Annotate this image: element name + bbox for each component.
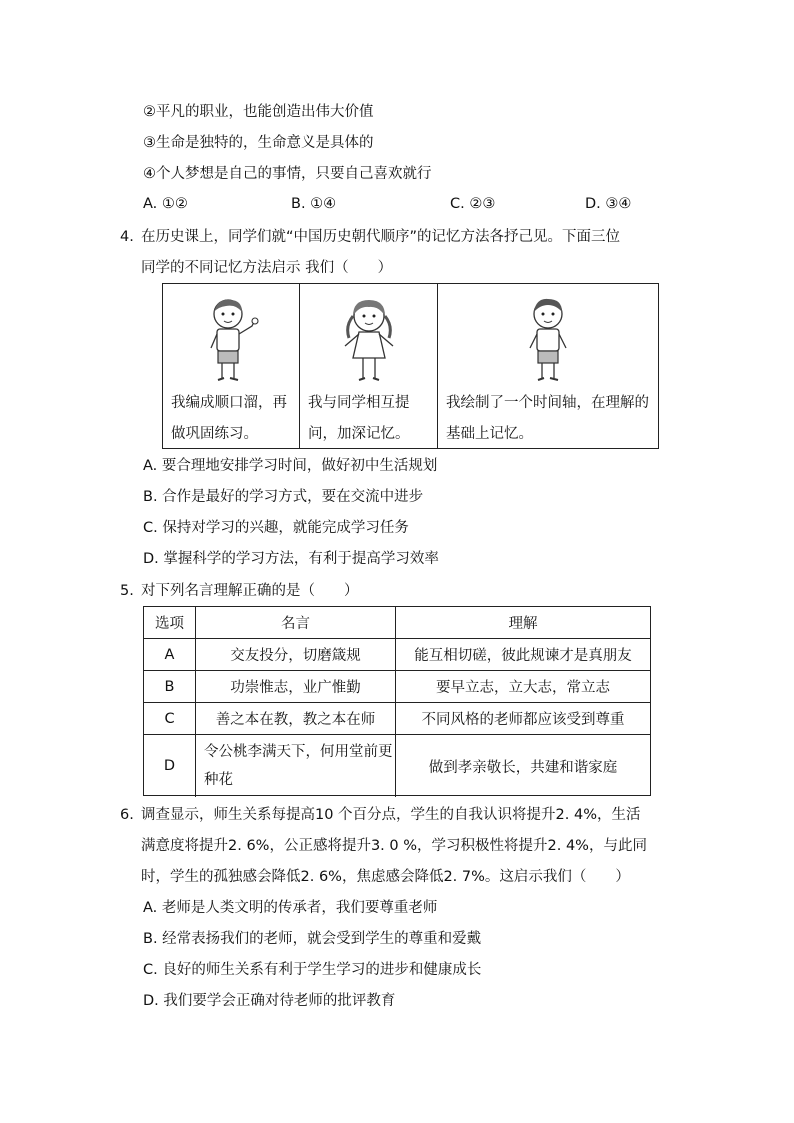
boy-student-icon: [518, 292, 578, 388]
q3-item-4: ④个人梦想是自己的事情，只要自己喜欢就行: [143, 166, 432, 182]
q6-option-c[interactable]: C. 良好的师生关系有利于学生学习的进步和健康成长: [143, 962, 482, 978]
q4-stem-line2: 同学的不同记忆方法启示 我们（ ）: [141, 260, 393, 276]
q4-picture-table: [162, 283, 659, 449]
girl-student-icon: [331, 292, 407, 388]
q6-stem-line1: 调查显示，师生关系每提高10 个百分点，学生的自我认识将提升2. 4%，生活: [141, 807, 641, 823]
q4-student-3: [438, 284, 658, 448]
q4-stem-line1: 在历史课上，同学们就“中国历史朝代顺序”的记忆方法各抒己见。下面三位: [141, 229, 621, 245]
boy-student-icon: [196, 292, 266, 388]
q3-item-3: ③生命是独特的，生命意义是具体的: [143, 135, 374, 151]
q4-student-2: [300, 284, 438, 448]
table-row: [144, 671, 650, 703]
row-key: B: [144, 671, 196, 702]
q5-number: 5.: [120, 583, 134, 599]
row-quote: 交友投分，切磨箴规: [196, 639, 396, 670]
q4-student-3-text: 我绘制了一个时间轴，在理解的基础上记忆。: [446, 395, 649, 442]
header-meaning: 理解: [508, 616, 538, 632]
q6-number: 6.: [120, 807, 134, 823]
q4-option-b[interactable]: B. 合作是最好的学习方式，要在交流中进步: [143, 489, 424, 505]
table-row: [144, 639, 650, 671]
q6-option-a[interactable]: A. 老师是人类文明的传承者，我们要尊重老师: [143, 900, 438, 916]
q4-option-c[interactable]: C. 保持对学习的兴趣，就能完成学习任务: [143, 520, 409, 536]
row-quote: 善之本在教，教之本在师: [196, 703, 396, 734]
q4-option-a[interactable]: A. 要合理地安排学习时间，做好初中生活规划: [143, 458, 438, 474]
q6-stem-line2: 满意度将提升2. 6%，公正感将提升3. 0 %，学习积极性将提升2. 4%，与此同: [141, 838, 647, 854]
q4-student-1: [163, 284, 300, 448]
q6-stem-line3: 时，学生的孤独感会降低2. 6%，焦虑感会降低2. 7%。这启示我们（ ）: [141, 869, 630, 885]
q3-options: [143, 196, 663, 216]
row-quote: 令公桃李满天下，何用堂前更种花: [196, 735, 396, 797]
row-key: D: [144, 735, 196, 797]
q4-option-d[interactable]: D. 掌握科学的学习方法，有利于提高学习效率: [143, 551, 439, 567]
q4-number: 4.: [120, 229, 134, 245]
row-meaning: 做到孝亲敬长，共建和谐家庭: [428, 759, 618, 776]
q3-option-c[interactable]: C. ②③: [450, 196, 496, 212]
header-option: 选项: [144, 607, 196, 638]
q6-option-d[interactable]: D. 我们要学会正确对待老师的批评教育: [143, 993, 396, 1009]
table-header-row: [144, 607, 650, 639]
row-meaning: 不同风格的老师都应该受到尊重: [421, 712, 625, 728]
q4-student-1-text: 我编成顺口溜，再做巩固练习。: [171, 395, 287, 442]
table-row: [144, 735, 650, 797]
row-meaning: 能互相切磋，彼此规谏才是真朋友: [414, 648, 632, 664]
header-quote: 名言: [196, 607, 396, 638]
row-key: C: [144, 703, 196, 734]
q5-stem: 对下列名言理解正确的是（ ）: [141, 583, 359, 599]
q6-option-b[interactable]: B. 经常表扬我们的老师，就会受到学生的尊重和爱戴: [143, 931, 482, 947]
q3-option-d[interactable]: D. ③④: [585, 196, 632, 212]
table-row: [144, 703, 650, 735]
row-meaning: 要早立志，立大志，常立志: [436, 680, 610, 696]
q3-option-b[interactable]: B. ①④: [291, 196, 337, 212]
row-quote: 功崇惟志，业广惟勤: [196, 671, 396, 702]
row-key: A: [144, 639, 196, 670]
q5-quote-table: [143, 606, 651, 796]
q3-option-a[interactable]: A. ①②: [143, 196, 188, 212]
q4-student-2-text: 我与同学相互提问，加深记忆。: [308, 395, 410, 442]
q3-item-2: ②平凡的职业，也能创造出伟大价值: [143, 104, 374, 120]
